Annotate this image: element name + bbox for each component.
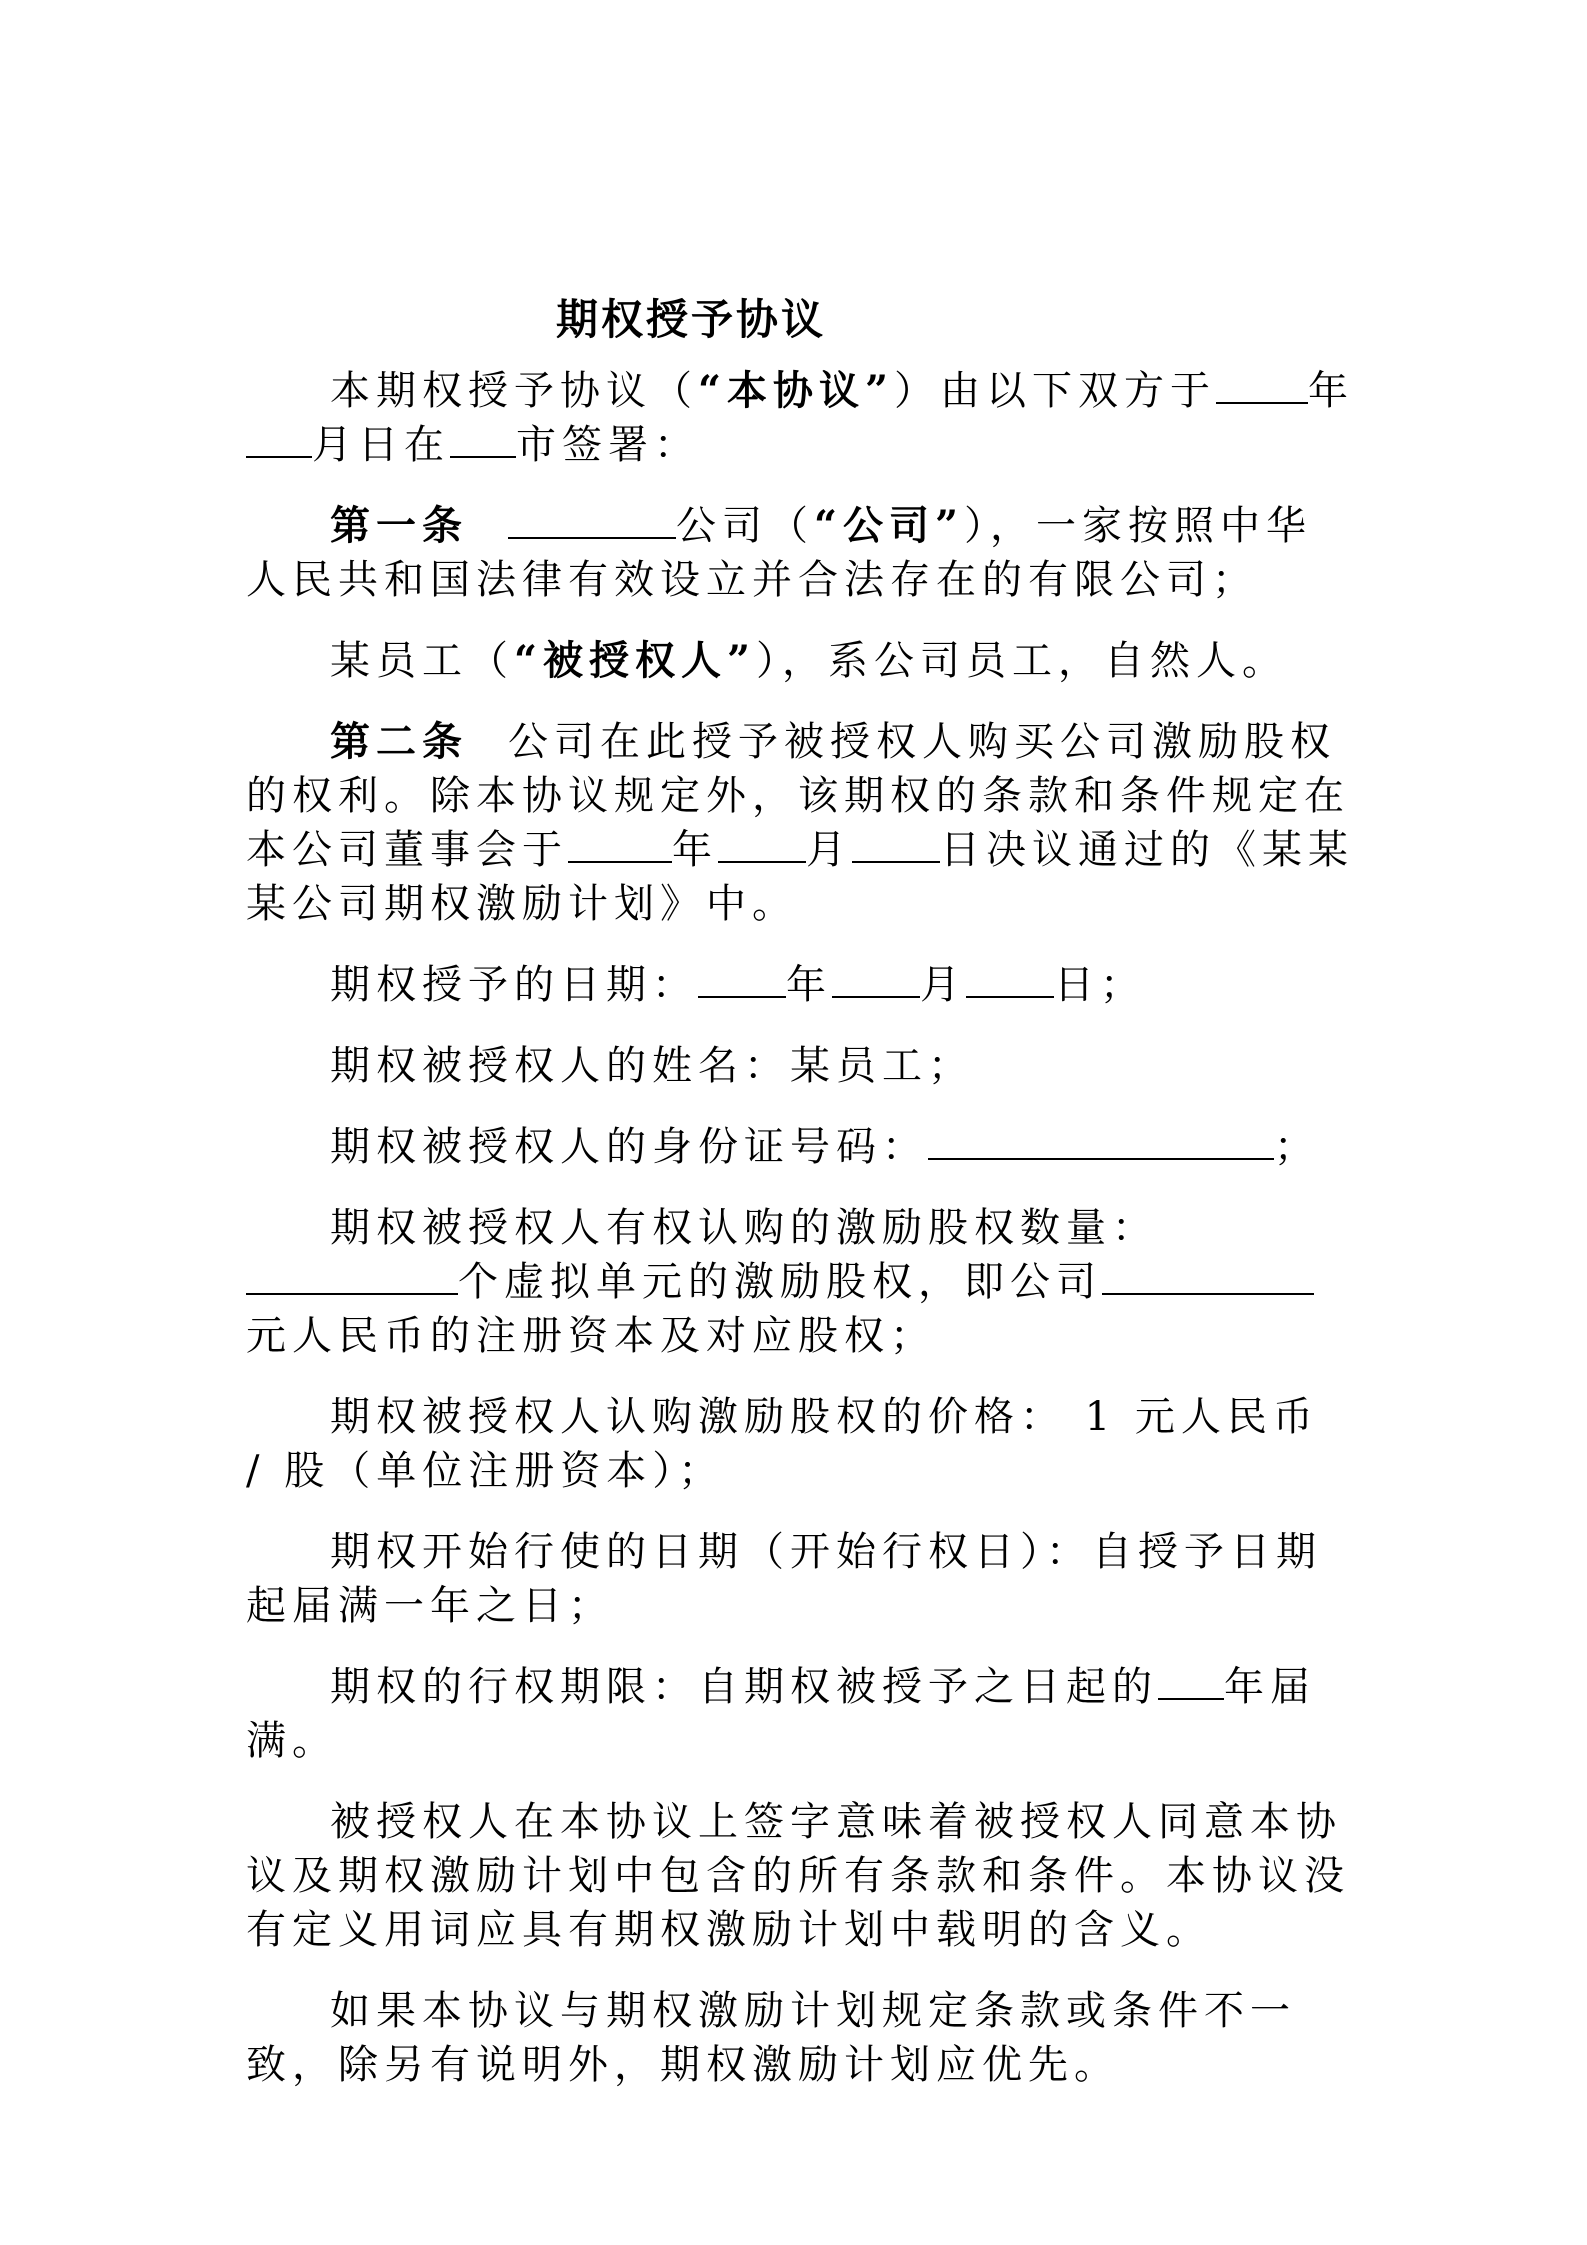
article-defined-term: “公司” bbox=[814, 502, 965, 549]
grantee-name-line: 期权被授权人的姓名：某员工； bbox=[330, 1043, 974, 1089]
article-one bbox=[246, 499, 1356, 607]
grant-date-text: 月 bbox=[920, 962, 966, 1008]
grantee-id-line bbox=[246, 1120, 1356, 1174]
registered-capital-blank bbox=[1102, 1257, 1314, 1295]
employee-text: 某员工（ bbox=[330, 638, 514, 684]
board-year-blank bbox=[568, 825, 672, 863]
employee-defined-term: “被授权人” bbox=[514, 637, 757, 684]
document-title: 期权授予协议 bbox=[555, 295, 826, 344]
term-text: 期权的行权期限：自期权被授予之日起的 bbox=[330, 1664, 1158, 1710]
city-blank bbox=[450, 420, 516, 458]
intro-defined-term: “本协议” bbox=[698, 367, 895, 414]
term-line bbox=[246, 1660, 1356, 1768]
employee-paragraph bbox=[246, 634, 1356, 688]
start-date-paragraph: 期权开始行使的日期（开始行权日）：自授予日期起届满一年之日； bbox=[246, 1529, 1322, 1629]
quantity-text: 元人民币的注册资本及对应股权； bbox=[246, 1313, 936, 1359]
priority-paragraph: 如果本协议与期权激励计划规定条款或条件不一致，除另有说明外，期权激励计划应优先。 bbox=[246, 1988, 1296, 2088]
year-blank bbox=[1216, 366, 1308, 404]
article-two bbox=[246, 715, 1356, 931]
grantee-id-label: 期权被授权人的身份证号码： bbox=[330, 1124, 928, 1170]
grant-date-text: 年 bbox=[786, 962, 832, 1008]
term-text: 年届满。 bbox=[246, 1664, 1316, 1764]
agreement-page bbox=[246, 290, 1355, 2119]
grant-date-line bbox=[246, 958, 1356, 1012]
unit-quantity-blank bbox=[246, 1257, 458, 1295]
intro-paragraph bbox=[246, 364, 1356, 472]
article-text: 公司在此授予被授权人购买公司激励股权的权利。除本协议规定外，该期权的条款和条件规定在本公司董事会于 bbox=[246, 719, 1350, 873]
grant-date-text: 日； bbox=[1054, 962, 1146, 1008]
intro-text: 市签署： bbox=[516, 422, 700, 468]
intro-text: 本期权授予协议（ bbox=[330, 368, 698, 414]
article-text: 日决议通过的《某某某公司期权激励计划》中。 bbox=[246, 827, 1354, 927]
company-name-blank bbox=[508, 501, 676, 539]
price-paragraph: 期权被授权人认购激励股权的价格： 1 元人民币 / 股（单位注册资本）； bbox=[246, 1394, 1319, 1494]
grant-day-blank bbox=[966, 960, 1054, 998]
intro-text: 年 bbox=[1308, 368, 1355, 414]
grant-month-blank bbox=[832, 960, 920, 998]
article-text: 公司（ bbox=[676, 503, 814, 549]
grant-year-blank bbox=[698, 960, 786, 998]
article-text: ），一家按照中华人民共和国法律有效设立并合法存在的有限公司； bbox=[246, 503, 1313, 603]
grant-date-label: 期权授予的日期： bbox=[330, 962, 698, 1008]
grantee-id-text: ； bbox=[1274, 1124, 1320, 1170]
article-text: 年 bbox=[672, 827, 718, 873]
board-day-blank bbox=[852, 825, 940, 863]
quantity-text: 个虚拟单元的激励股权，即公司 bbox=[458, 1259, 1102, 1305]
month-blank bbox=[246, 420, 312, 458]
intro-text: 月日在 bbox=[312, 422, 450, 468]
id-number-blank bbox=[928, 1122, 1274, 1160]
employee-text: ），系公司员工，自然人。 bbox=[756, 638, 1289, 684]
article-text: 月 bbox=[806, 827, 852, 873]
term-years-blank bbox=[1158, 1662, 1224, 1700]
article-label: 第二条 bbox=[330, 718, 468, 765]
quantity-paragraph bbox=[246, 1201, 1356, 1363]
article-label: 第一条 bbox=[330, 502, 468, 549]
board-month-blank bbox=[718, 825, 806, 863]
consent-paragraph: 被授权人在本协议上签字意味着被授权人同意本协议及期权激励计划中包含的所有条款和条件。本协议没有定义用词应具有期权激励计划中载明的含义。 bbox=[246, 1799, 1350, 1953]
intro-text: ）由以下双方于 bbox=[894, 368, 1217, 414]
quantity-text: 期权被授权人有权认购的激励股权数量： bbox=[330, 1205, 1158, 1251]
